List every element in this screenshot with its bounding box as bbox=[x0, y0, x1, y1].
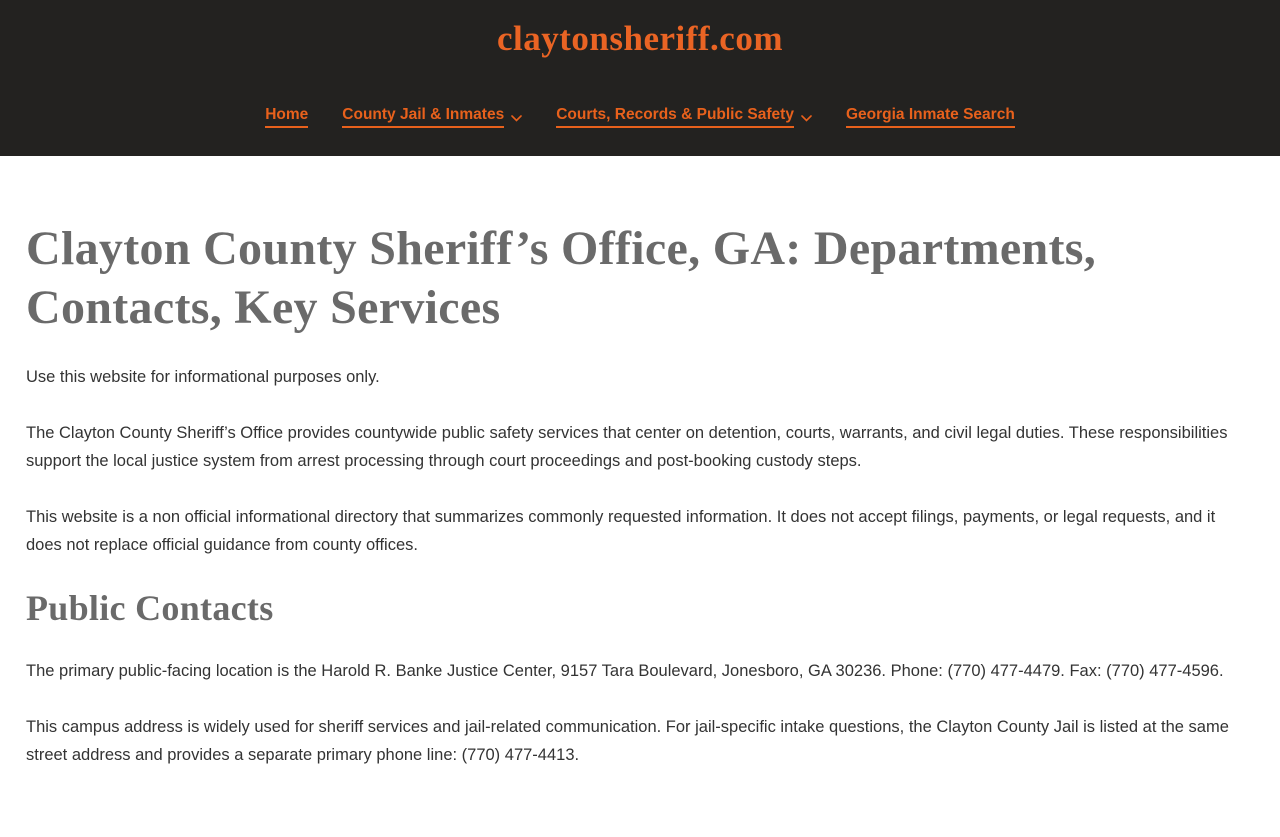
site-header bbox=[0, 0, 1280, 156]
intro-paragraph: Use this website for informational purposes only. bbox=[26, 368, 380, 387]
nav-item-label: Georgia Inmate Search bbox=[846, 106, 1015, 128]
page-title bbox=[26, 220, 1253, 337]
nav-item-label: Courts, Records & Public Safety bbox=[556, 106, 794, 128]
site-title: claytonsheriff.com bbox=[496, 19, 783, 58]
section-paragraph: This campus address is widely used for sheriff services and jail-related communication. For jail-specific intake questions, the Clayton County Jail is listed at the same street address and provides a separate primary phone line: (770) 477-4413. bbox=[26, 718, 1229, 765]
nav-item-label: County Jail & Inmates bbox=[342, 106, 504, 128]
nav-item-label: Home bbox=[265, 106, 308, 128]
nav-item-home[interactable] bbox=[265, 106, 308, 128]
chevron-down-icon bbox=[801, 109, 812, 127]
nav-item-county-jail-inmates[interactable] bbox=[342, 106, 522, 128]
page-title-line-2: Contacts, Key Services bbox=[26, 280, 501, 334]
section-heading-public-contacts: Public Contacts bbox=[26, 588, 274, 629]
nav-item-georgia-inmate-search[interactable] bbox=[846, 106, 1015, 128]
page-content bbox=[0, 156, 1280, 837]
intro-paragraph: This website is a non official informational directory that summarizes commonly requested information. It does not accept filings, payments, or legal requests, and it does not replace official guidance from county offices. bbox=[26, 508, 1216, 555]
nav-item-courts-records-public-safety[interactable] bbox=[556, 106, 812, 128]
main-nav bbox=[265, 106, 1015, 128]
chevron-down-icon bbox=[511, 109, 522, 127]
page-title-line-1: Clayton County Sheriff’s Office, GA: Departments, bbox=[26, 222, 1097, 275]
section-paragraph: The primary public-facing location is the Harold R. Banke Justice Center, 9157 Tara Boulevard, Jonesboro, GA 30236. Phone: (770) 477-4479. Fax: (770) 477-4596. bbox=[26, 662, 1224, 681]
intro-paragraph: The Clayton County Sheriff’s Office provides countywide public safety services that center on detention, courts, warrants, and civil legal duties. These responsibilities support the local justice system from arrest processing through court proceedings and post-booking custody steps. bbox=[26, 424, 1228, 471]
